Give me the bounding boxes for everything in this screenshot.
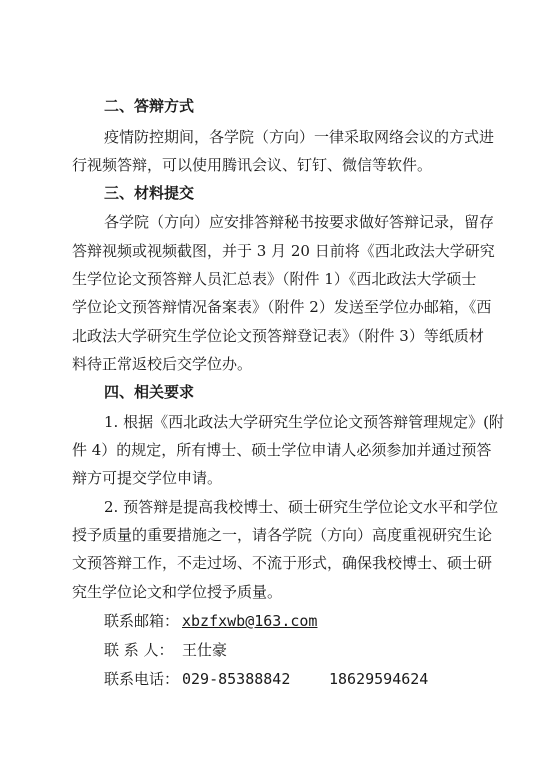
paragraph-line: 答辩视频或视频截图，并于 3 月 20 日前将《西北政法大学研究 xyxy=(72,242,495,260)
section-heading-defense-method: 二、答辩方式 xyxy=(104,97,195,115)
paragraph-line: 文预答辩工作，不走过场、不流于形式，确保我校博士、硕士研 xyxy=(72,554,493,572)
contact-phone-landline: 029-85388842 xyxy=(182,670,291,688)
contact-email-link[interactable]: xbzfxwb@163.com xyxy=(182,612,318,630)
paragraph-line: 疫情防控期间，各学院（方向）一律采取网络会议的方式进 xyxy=(104,128,495,146)
paragraph-line: 行视频答辩，可以使用腾讯会议、钉钉、微信等软件。 xyxy=(72,156,433,174)
contact-person-name: 王仕豪 xyxy=(182,641,228,659)
contact-phone-mobile: 18629594624 xyxy=(329,670,429,688)
section-heading-materials: 三、材料提交 xyxy=(104,184,195,202)
section-heading-requirements: 四、相关要求 xyxy=(104,383,195,401)
contact-email-label: 联系邮箱： xyxy=(104,612,180,630)
paragraph-line: 学位论文预答辩情况备案表》（附件 2）发送至学位办邮箱，《西 xyxy=(72,298,492,316)
paragraph-line: 件 4）的规定，所有博士、硕士学位申请人必须参加并通过预答 xyxy=(72,441,492,459)
contact-phone-label: 联系电话： xyxy=(104,670,180,688)
paragraph-line: 料待正常返校后交学位办。 xyxy=(72,355,253,373)
paragraph-line: 究生学位论文和学位授予质量。 xyxy=(72,583,283,601)
paragraph-line: 各学院（方向）应安排答辩秘书按要求做好答辩记录，留存 xyxy=(104,213,495,231)
paragraph-line: 生学位论文预答辩人员汇总表》（附件 1）《西北政法大学硕士 xyxy=(72,270,477,288)
paragraph-line: 授予质量的重要措施之一，请各学院（方向）高度重视研究生论 xyxy=(72,526,493,544)
paragraph-line: 辩方可提交学位申请。 xyxy=(72,469,223,487)
paragraph-line: 2. 预答辩是提高我校博士、硕士研究生学位论文水平和学位 xyxy=(104,498,499,516)
contact-person-label: 联 系 人： xyxy=(104,641,174,659)
paragraph-line: 1. 根据《西北政法大学研究生学位论文预答辩管理规定》(附 xyxy=(104,413,504,431)
paragraph-line: 北政法大学研究生学位论文预答辩登记表》（附件 3）等纸质材 xyxy=(72,327,484,345)
